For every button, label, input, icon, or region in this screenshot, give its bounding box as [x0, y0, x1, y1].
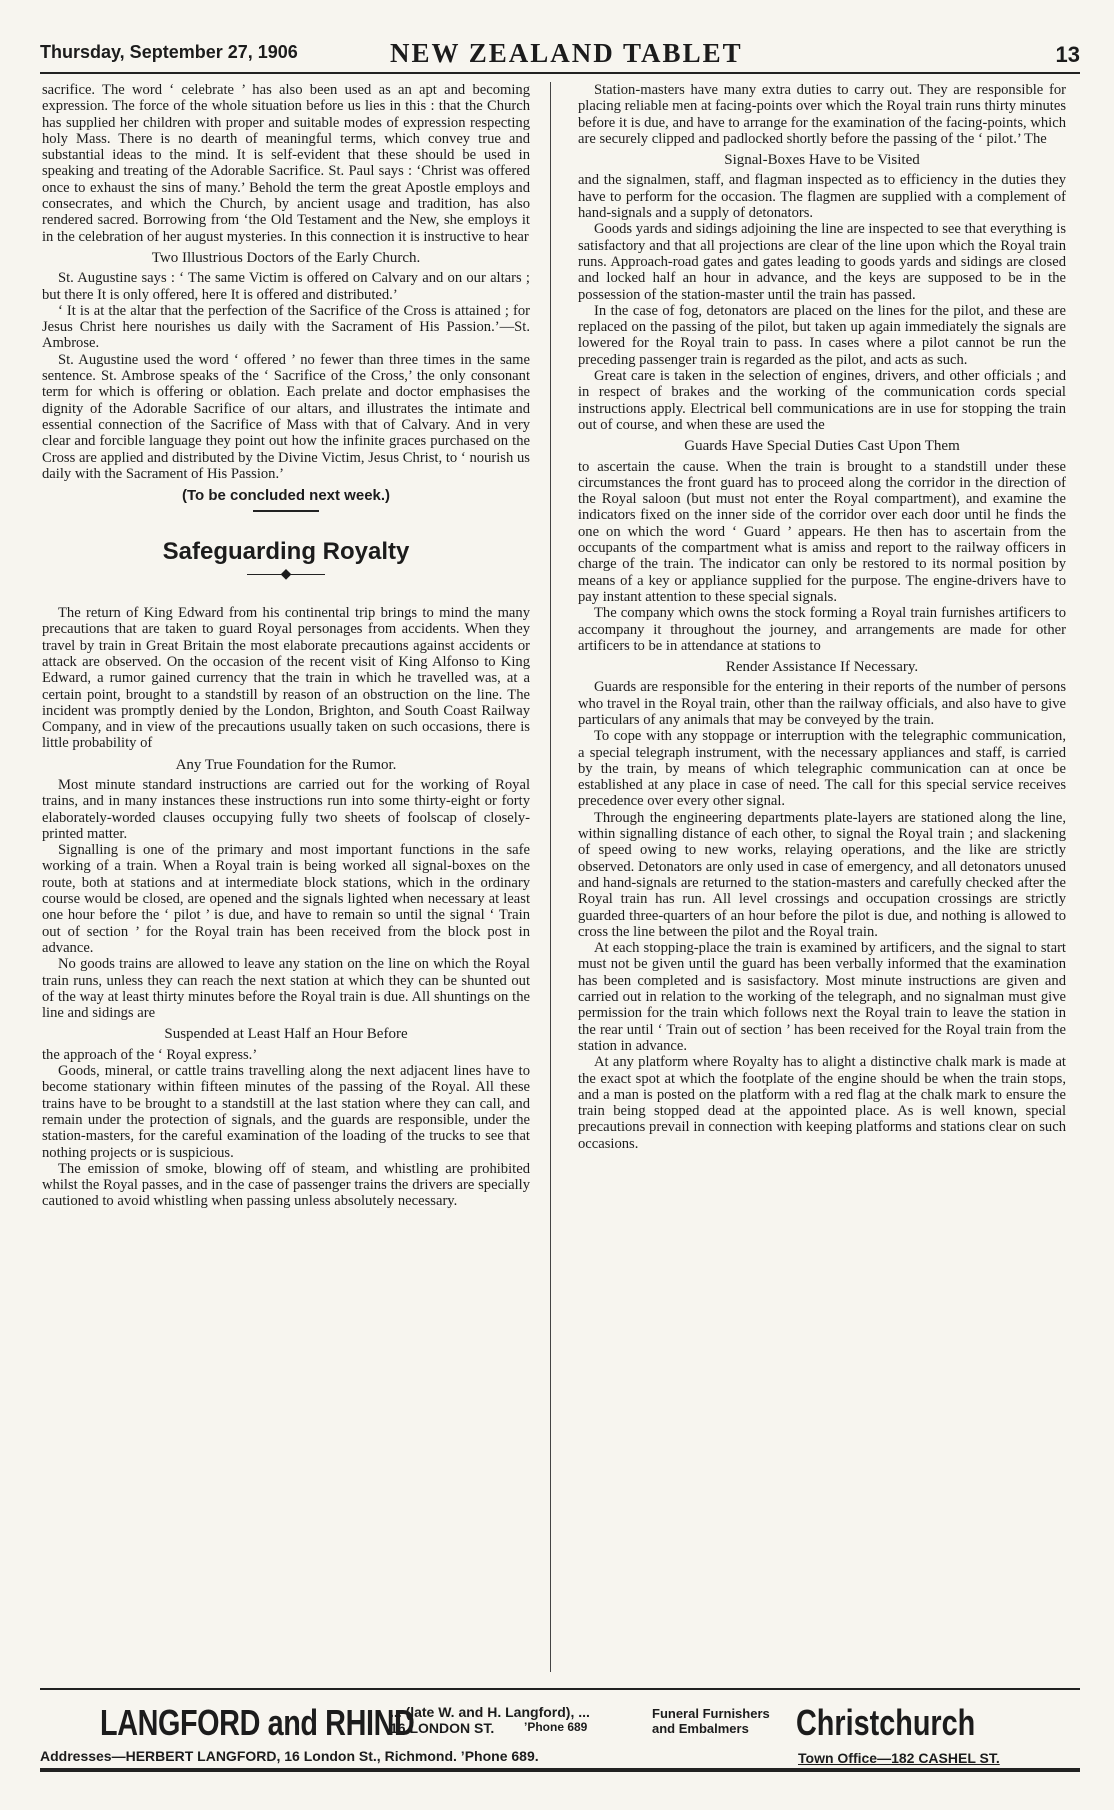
masthead	[40, 38, 1080, 74]
paragraph: Signalling is one of the primary and most important functions in the safe working of a train. When a Royal train is being worked all signal-boxes on the route, both at stations and at intermediate block stations, which in the ordinary course would be closed, are opened and the signals lighted when necessary at least one hour before the ‘ pilot ’ is due, and have to remain so until the signal ‘ Train out of section ’ for the Royal train has been received from the block post in advance.	[42, 842, 530, 956]
subheading: Suspended at Least Half an Hour Before	[164, 1026, 408, 1043]
paragraph: Guards are responsible for the entering in their reports of the number of persons who travel in the Royal train, other than the railway officials, and also have to give particulars of any animals that may be conveyed by the train.	[578, 679, 1066, 728]
paragraph: St. Augustine says : ‘ The same Victim is offered on Calvary and on our altars ; but there It is only offered, here It is offered and distributed.’	[42, 270, 530, 303]
paragraph: The return of King Edward from his continental trip brings to mind the many precautions that are taken to guard Royal personages from accidents. When they travel by train in Great Britain the most elaborate precautions against accidents or attack are observed. On the occasion of the recent visit of King Alfonso to King Edward, a rumor gained currency that the train in which he travelled was, at a certain point, brought to a standstill by reason of an obstruction on the line. The incident was promptly denied by the London, Brighton, and South Coast Railway Company, and in view of the precautions usually taken on such occasions, there is little probability of	[42, 605, 530, 752]
page-number: 13	[1055, 42, 1080, 67]
right-column	[578, 82, 1066, 1152]
paragraph: to ascertain the cause. When the train is brought to a standstill under these circumstances the front guard has to proceed along the corridor in the direction of the Royal saloon (but must not enter the Royal compartment), and examine the indicators fixed on the inner side of the corridor over each door until he finds the one on which the word ‘ Guard ’ appears. He then has to ascertain from the occupants of the compartment what is amiss and report to the railway officers in charge of the train. The indicator can only be restored to its normal position by means of a key or appliance supplied for the purpose. The engine-drivers have to pay instant attention to these special signals.	[578, 458, 1066, 605]
paragraph: Great care is taken in the selection of engines, drivers, and other officials ; and in respect of brakes and the working of the communication cords special instructions apply. Electrical bell communications are in use for stopping the train out of course, and when these are used the	[578, 368, 1066, 433]
left-column	[42, 82, 530, 1210]
advert-city: Christchurch	[796, 1702, 976, 1743]
paragraph: At each stopping-place the train is examined by artificers, and the signal to start must not be given until the guard has been verbally informed that the examination has been completed and is sasisfactory. Most minute instructions are given and carried out in relation to the working of the telegraph, and no signalman must give permission for the train which follows next the Royal train to leave the station in the rear until ‘ Train out of section ’ has been received for the Royal train from the station in advance.	[578, 940, 1066, 1054]
divider	[253, 510, 319, 512]
advert-formerly-text: ... (late W. and H. Langford), ...	[390, 1704, 590, 1720]
ornament-divider: ◆	[42, 567, 530, 583]
subheading: Signal-Boxes Have to be Visited	[724, 152, 920, 169]
subheading: Two Illustrious Doctors of the Early Church.	[151, 249, 421, 266]
paragraph: ‘ It is at the altar that the perfection of the Sacrifice of the Cross is attained ; for Jesus Christ here nourishes us daily with the Sacrament of His Passion.’—St. Ambrose.	[42, 302, 530, 352]
advert-address: Addresses—HERBERT LANGFORD, 16 London St., Richmond. ’Phone 689.	[40, 1748, 539, 1764]
paragraph: Through the engineering departments plate-layers are stationed along the line, within signalling distance of each other, to signal the Royal train ; and slackening of speed owing to new works, relaying operations, and the like are strictly observed. Detonators are only used in case of emergency, and all detonators unused and hand-signals are returned to the station-masters and carefully checked after the Royal train has run. All level crossings and occupation crossings are strictly guarded three-quarters of an hour before the pilot is due, and nothing is allowed to cross the line between the pilot and the Royal train.	[578, 809, 1066, 940]
advert-street: 16 LONDON ST.	[390, 1720, 495, 1736]
divider	[40, 1768, 1080, 1772]
article-title: Safeguarding Royalty	[162, 538, 410, 566]
paragraph: The company which owns the stock forming a Royal train furnishes artificers to accompany it throughout the journey, and arrangements are made for other artificers to be in attendance at stations to	[578, 605, 1066, 654]
paragraph: and the signalmen, staff, and flagman inspected as to efficiency in the duties they have to perform for the occasion. The flagmen are supplied with a complement of hand-signals and a supply of detonators.	[578, 172, 1066, 222]
advertisement	[40, 1688, 1080, 1786]
advert-services	[652, 1706, 770, 1736]
advert-town-office: Town Office—182 CASHEL ST.	[798, 1750, 1000, 1766]
newspaper-title: NEW ZEALAND TABLET	[390, 38, 743, 68]
paragraph: Goods yards and sidings adjoining the line are inspected to see that everything is satisfactory and that all projections are clear of the line upon which the Royal train runs. Approach-road gates and gates leading to goods yards and sidings are closed and locked half an hour in advance, and the keys are supposed to be in the possession of the station-master until the train has passed.	[578, 221, 1066, 303]
paragraph: To cope with any stoppage or interruption with the telegraphic communication, a special telegraph instrument, with the necessary appliances and staff, is carried by the train, by means of which telegraphic communication can at once be established at any place in case of need. The call for this special service receives precedence over every other signal.	[578, 728, 1066, 810]
paragraph: the approach of the ‘ Royal express.’	[42, 1046, 258, 1063]
subheading: Guards Have Special Duties Cast Upon Them	[684, 438, 960, 455]
paragraph: St. Augustine used the word ‘ offered ’ no fewer than three times in the same sentence. St. Ambrose speaks of the ‘ Sacrifice of the Cross,’ the only consonant term for which is offering or oblation. Each prelate and doctor emphasises the dignity of the Adorable Sacrifice of our altars, and illustrates the intimate and essential connection of the Sacrifice of Mass with that of Calvary. And in very clear and forcible language they point out how the infinite graces purchased on the Cross are applied and distributed by the Divine Victim, Jesus Christ, to ‘ nourish us daily with the Sacrament of His Passion.’	[42, 351, 530, 482]
issue-date: Thursday, September 27, 1906	[40, 42, 298, 62]
paragraph: Most minute standard instructions are carried out for the working of Royal trains, and in many instances these instructions run into some thirty-eight or forty elaborately-worded clauses occupying fully two sheets of foolscap of closely-printed matter.	[42, 776, 530, 842]
column-divider	[550, 82, 551, 1672]
paragraph: At any platform where Royalty has to alight a distinctive chalk mark is made at the exact spot at which the footplate of the engine should be when the train stops, and a man is posted on the platform with a red flag at the chalk mark to ensure the train being stopped dead at the appointed place. As is well known, special precautions prevail in connection with keeping platforms and stations clear on such occasions.	[578, 1054, 1066, 1152]
paragraph: Station-masters have many extra duties to carry out. They are responsible for placing reliable men at facing-points over which the Royal train runs thirty minutes before it is due, and have to arrange for the examination of the facing-points, which are securely clipped and padlocked shortly before the passing of the ‘ pilot.’ The	[578, 82, 1066, 147]
continuation-note: (To be concluded next week.)	[181, 487, 391, 505]
paragraph: sacrifice. The word ‘ celebrate ’ has also been used as an apt and becoming expression. The force of the whole situation before us lies in this : that the Church has supplied her children with proper and suitable modes of expression respecting holy Mass. There is no dearth of meaningful terms, which convey true and substantial ideas to the mind. It is self-evident that these should be used in speaking and treating of the Adorable Sacrifice. St. Paul says : ‘Christ was offered once to exhaust the sins of many.’ Behold the term the great Apostle employs and consecrates, and which the Church, by ancient usage and tradition, has also rendered sacred. Borrowing from ‘the Old Testament and the New, she employs it in the celebration of her august mysteries. In this connection it is instructive to hear	[42, 82, 530, 245]
paragraph: In the case of fog, detonators are placed on the lines for the pilot, and these are replaced on the passing of the pilot, but taken up again immediately the signals are lowered for the Royal train to pass. In cases where a pilot cannot be run the preceding passenger train is regarded as the pilot, and acts as such.	[578, 302, 1066, 368]
advert-business-name: LANGFORD and RHIND	[100, 1702, 415, 1743]
paragraph: No goods trains are allowed to leave any station on the line on which the Royal train runs, unless they can reach the next station at which they can be shunted out of the way at least thirty minutes before the Royal train is due. All shuntings on the line and sidings are	[42, 956, 530, 1022]
advert-phone: ’Phone 689	[524, 1720, 588, 1734]
subheading: Render Assistance If Necessary.	[725, 659, 919, 676]
paragraph: Goods, mineral, or cattle trains travelling along the next adjacent lines have to become stationary within fifteen minutes of the passing of the Royal. All these trains have to be brought to a standstill at the last station where they can call, and remain under the protection of signals, and the guards are responsible, under the station-masters, for the careful examination of the loading of the trucks to see that nothing projects or is suspicious.	[42, 1063, 530, 1161]
advert-service-line: Funeral Furnishers	[652, 1706, 770, 1721]
subheading: Any True Foundation for the Rumor.	[175, 756, 397, 773]
paragraph: The emission of smoke, blowing off of steam, and whistling are prohibited whilst the Royal passes, and in the case of passenger trains the drivers are specially cautioned to avoid whistling when passing unless absolutely necessary.	[42, 1160, 530, 1210]
advert-service-line: and Embalmers	[652, 1721, 749, 1736]
